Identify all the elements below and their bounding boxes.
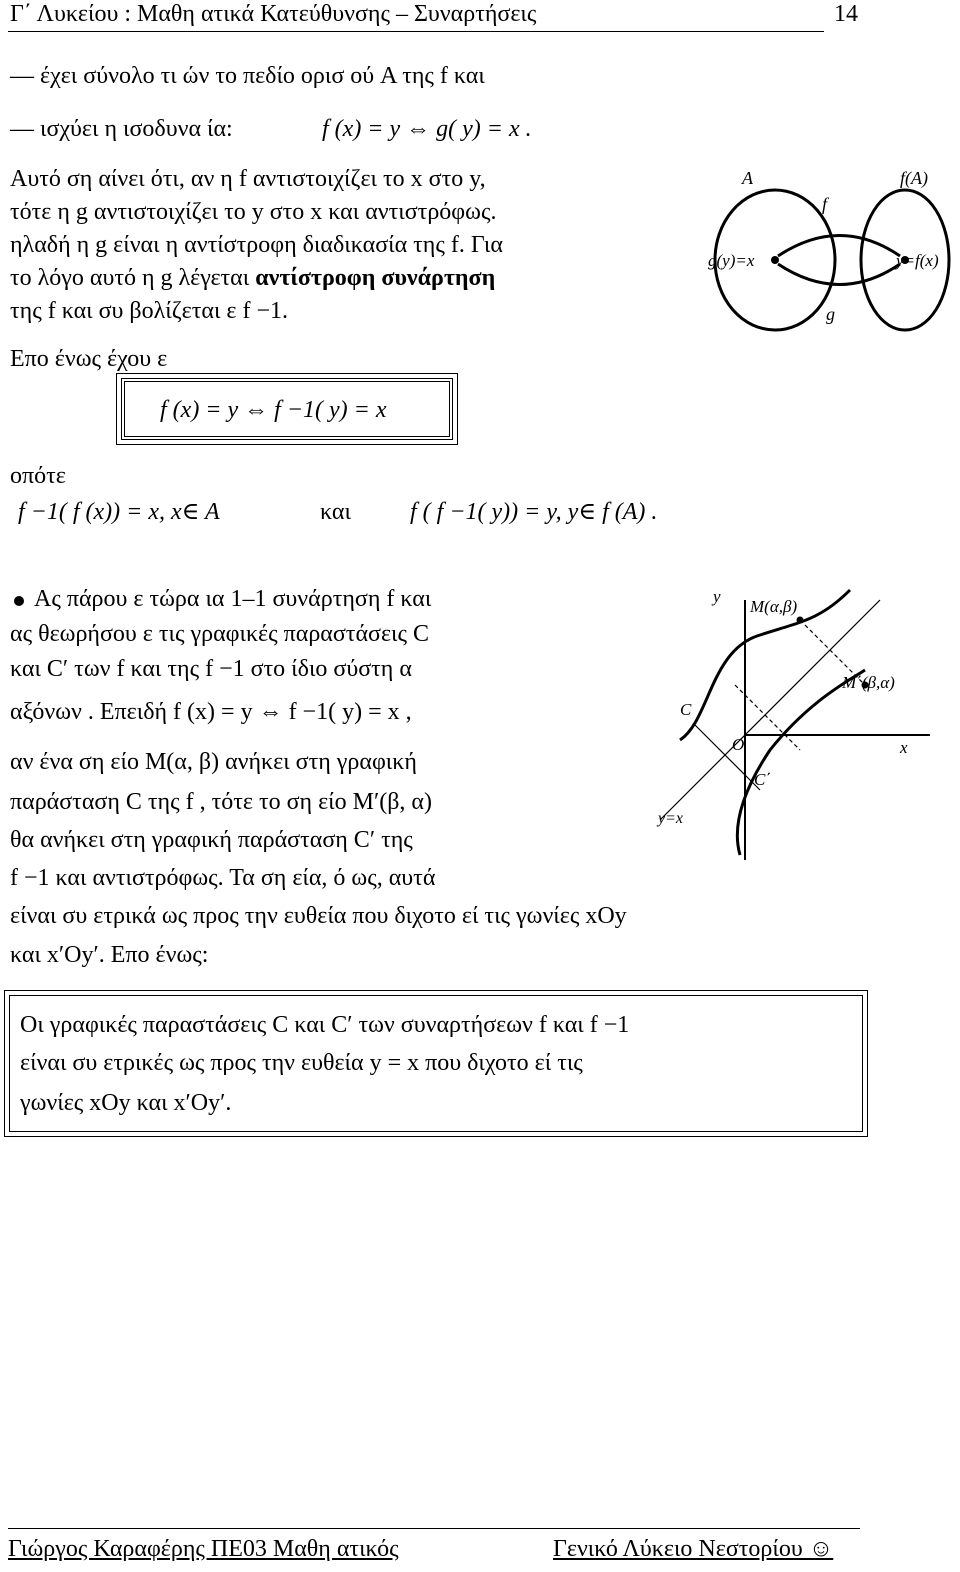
left-point-label: g(y)=x [708,251,755,270]
bullet-line-1: — έχει σύνολο τι ών το πεδίο ορισ ού A της f και [10,63,485,89]
symmetry-graph [650,580,940,870]
formula-composition-2: f ( f −1( y)) = y, y∈ f (A) . [410,499,658,525]
para1-line4-text: το λόγο αυτό η g λέγεται [10,265,256,291]
para3-line2: ας θεωρήσου ε τις γραφικές παραστάσεις C [10,621,430,647]
footer-author: Γιώργος Καραφέρης ΠΕ03 Μαθη ατικός [8,1536,399,1562]
para2: Επο ένως έχου ε [10,346,168,372]
para3-line1: Ας πάρου ε τώρα ια 1–1 συνάρτηση f και [34,586,432,612]
footer-school: Γενικό Λύκειο Νεστορίου ☺ [553,1536,834,1562]
para1-line5: της f και συ βολίζεται ε f −1. [10,298,289,324]
mapping-diagram [700,160,958,335]
f-arrow-label: f [822,194,828,214]
opote-text: οπότε [10,463,66,489]
para3-line5: αν ένα ση είο M(α, β) ανήκει στη γραφική [10,749,417,775]
inverse-function-term: αντίστροφη συνάρτηση [255,265,496,291]
para1-line3: ηλαδή η g είναι η αντίστροφη διαδικασία της f. Για [10,232,503,258]
para3-line8: f −1 και αντιστρόφως. Τα ση εία, ό ως, αυτά [10,865,436,891]
set-A-label: A [742,168,753,188]
para3-line3: και C′ των f και της f −1 στο ίδιο σύστη α [10,656,412,682]
boxed-formula: f (x) = y ⇔ f −1( y) = x [160,397,387,423]
para1-line1: Αυτό ση αίνει ότι, αν η f αντιστοιχίζει το x στο y, [10,166,486,192]
x-axis-label: x [900,738,908,757]
point-M-label: M(α,β) [750,597,798,616]
point-Mprime-label: M΄(β,α) [842,673,895,692]
para3-line7: θα ανήκει στη γραφική παράσταση C′ της [10,827,413,853]
para3-line9: είναι συ ετρικά ως προς την ευθεία που διχοτο εί τις γωνίες xOy [10,903,627,929]
g-arrow-label: g [826,304,835,324]
conclusion-line1: Οι γραφικές παραστάσεις C και C′ των συναρτήσεων f και f −1 [20,1012,630,1038]
para1-line4 [10,263,495,293]
set-fA-label: f(A) [900,168,928,188]
line-yx-label: y=x [658,810,683,827]
formula-kai: και [320,499,351,525]
curve-Cprime-label: C΄ [754,770,771,789]
origin-label: O [732,735,745,754]
conclusion-line2: είναι συ ετρικές ως προς την ευθεία y = x που διχοτο εί τις [20,1050,583,1076]
formula-composition-1: f −1( f (x)) = x, x∈ A [18,499,220,525]
bullet-line-2-formula: f (x) = y ⇔ g( y) = x . [322,116,532,142]
right-point-label: y=f(x) [896,251,939,270]
para3-line6: παράσταση C της f , τότε το ση είο M′(β, α) [10,789,432,815]
footer-rule [8,1528,860,1529]
curve-C-label: C [680,700,692,719]
page-number: 14 [834,1,858,27]
para1-line2: τότε η g αντιστοιχίζει το y στο x και αντιστρόφως. [10,199,497,225]
bullet-line-2-label: — ισχύει η ισοδυνα ία: [10,116,233,142]
header-title: Γ΄ Λυκείου : Μαθη ατικά Κατεύθυνσης – Συναρτήσεις [10,1,537,27]
header-rule [8,31,824,32]
para3-line10: και x′Oy′. Επο ένως: [10,942,209,968]
para3-line4: αξόνων . Επειδή f (x) = y ⇔ f −1( y) = x , [10,699,412,725]
y-axis-label: y [713,587,721,606]
conclusion-line3: γωνίες xOy και x′Oy′. [20,1090,232,1116]
bullet-dot [14,596,24,606]
